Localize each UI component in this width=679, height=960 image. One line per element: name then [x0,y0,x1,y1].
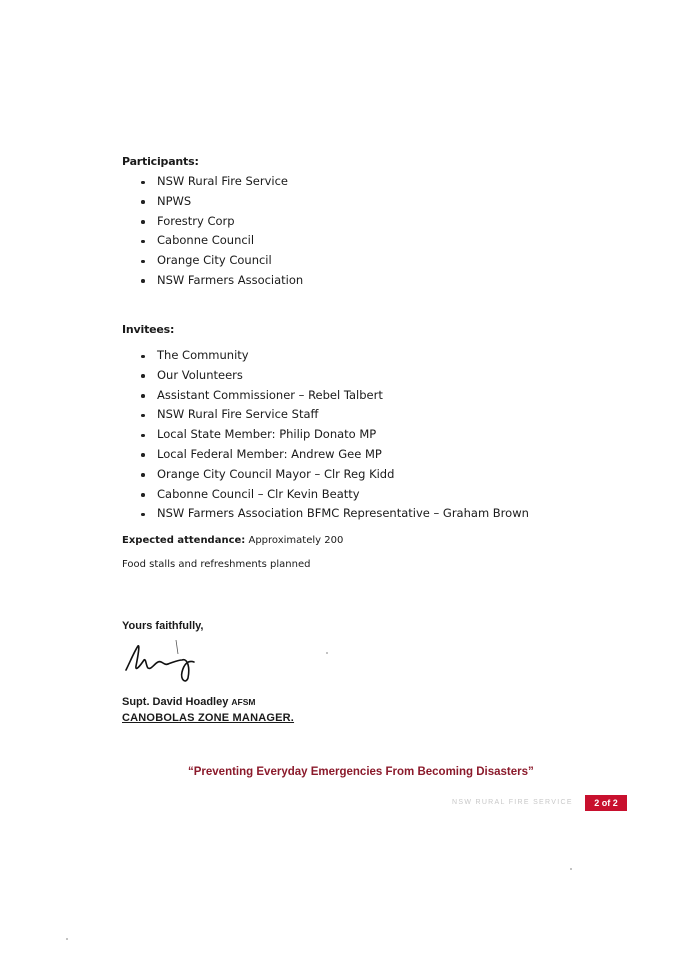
list-item: NSW Rural Fire Service Staff [141,405,529,425]
invitees-heading: Invitees: [122,323,175,336]
attendance-line [122,535,343,546]
list-item: Our Volunteers [141,366,529,386]
list-item: NSW Farmers Association [141,271,303,291]
participants-heading: Participants: [122,155,199,168]
closing-salutation: Yours faithfully, [122,620,204,632]
invitees-list [141,346,529,524]
footer-organisation: NSW RURAL FIRE SERVICE [452,799,573,806]
signer-name: Supt. David Hoadley [122,696,229,708]
attendance-label: Expected attendance: [122,535,246,546]
list-item: NSW Farmers Association BFMC Representative – Graham Brown [141,504,529,524]
list-item: Orange City Council Mayor – Clr Reg Kidd [141,465,529,485]
signer-name-line [122,696,256,708]
list-item: Local Federal Member: Andrew Gee MP [141,445,529,465]
signer-postnominal: AFSM [231,697,256,707]
list-item: Local State Member: Philip Donato MP [141,425,529,445]
list-item: Cabonne Council – Clr Kevin Beatty [141,485,529,505]
list-item: Assistant Commissioner – Rebel Talbert [141,386,529,406]
participants-list [141,172,303,291]
list-item: The Community [141,346,529,366]
scan-speck [66,938,68,940]
scan-speck [570,868,572,870]
page-indicator-badge: 2 of 2 [585,795,627,811]
attendance-value: Approximately 200 [248,535,344,546]
scan-speck [326,652,328,654]
list-item: NPWS [141,192,303,212]
footer-motto: “Preventing Everyday Emergencies From Becoming Disasters” [188,766,534,778]
list-item: Cabonne Council [141,231,303,251]
list-item: NSW Rural Fire Service [141,172,303,192]
signature-image [118,636,208,688]
list-item: Forestry Corp [141,212,303,232]
food-note: Food stalls and refreshments planned [122,559,311,570]
signer-role: CANOBOLAS ZONE MANAGER. [122,712,295,724]
list-item: Orange City Council [141,251,303,271]
